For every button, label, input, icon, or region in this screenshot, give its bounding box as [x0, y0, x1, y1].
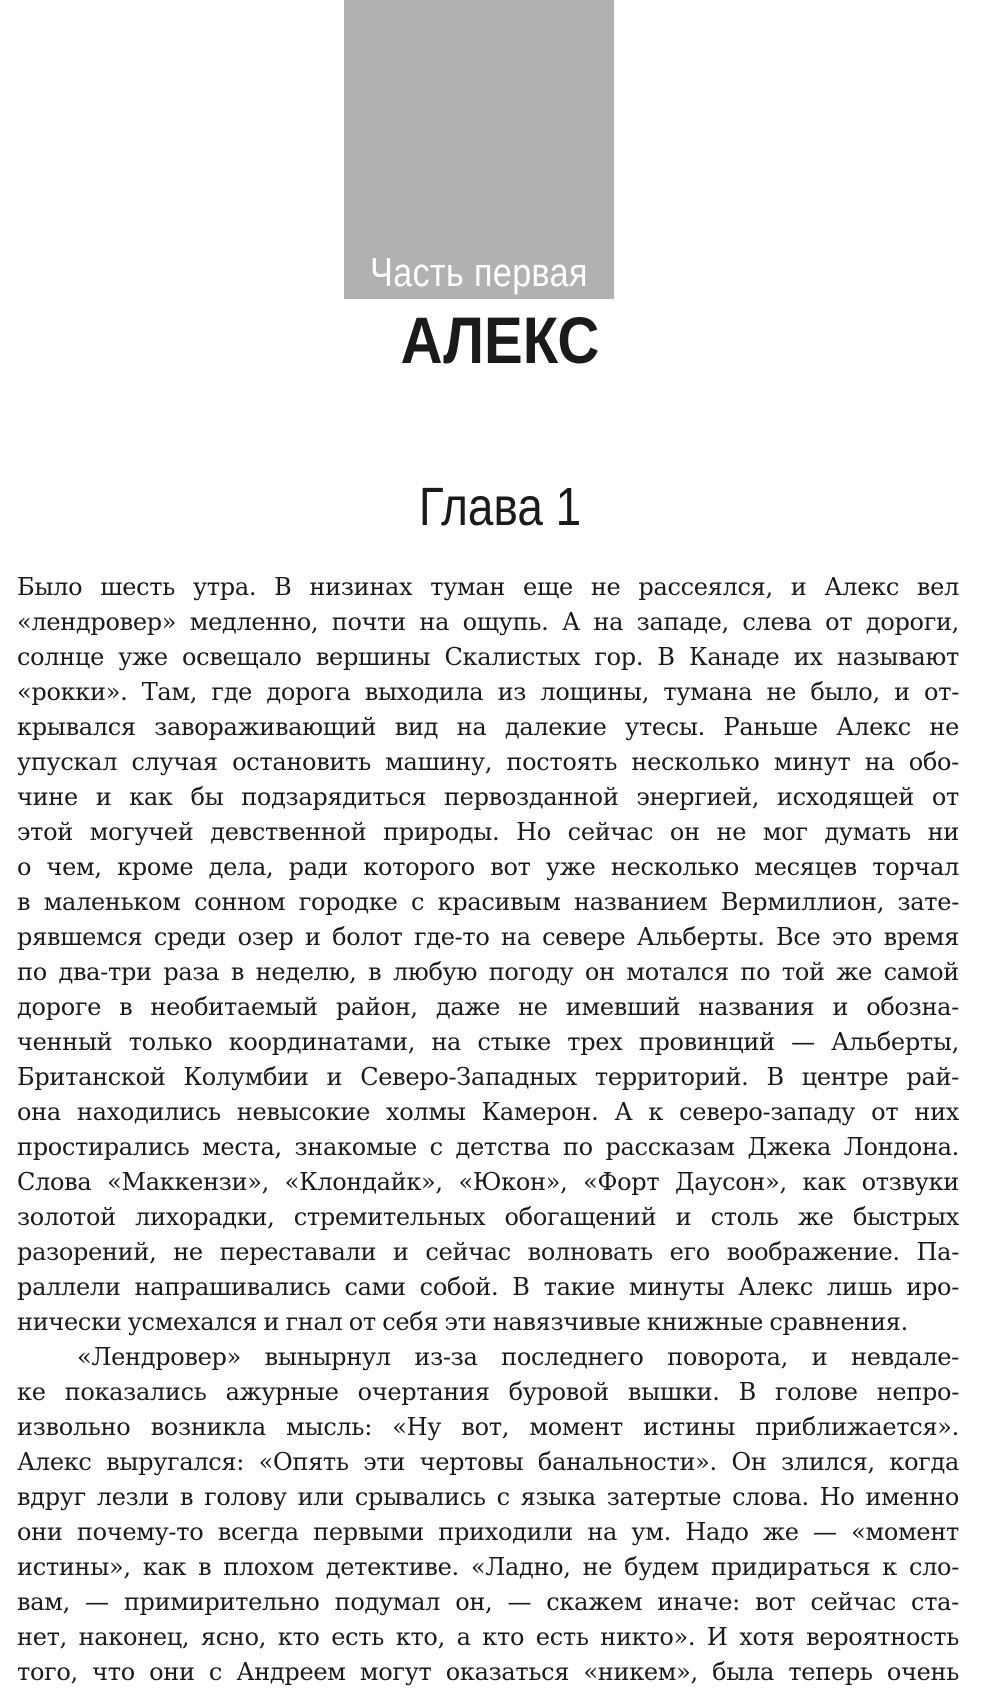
part-header-block [344, 0, 614, 299]
text-line: золотой лихорадки, стремительных обогащений и столь же быстрых [17, 1203, 959, 1231]
text-line: Слова «Маккензи», «Клондайк», «Юкон», «Форт Даусон», как отзвуки [17, 1168, 959, 1196]
text-line: Британской Колумбии и Северо-Западных территорий. В центре рай- [17, 1063, 959, 1091]
text-line: простирались места, знакомые с детства по рассказам Джека Лондона. [17, 1133, 959, 1161]
text-line: Было шесть утра. В низинах туман еще не рассеялся, и Алекс вел [17, 573, 959, 601]
text-line: раллели напрашивались сами собой. В такие минуты Алекс лишь иро- [17, 1273, 959, 1301]
text-line: ке показались ажурные очертания буровой вышки. В голове непро- [17, 1378, 959, 1406]
text-line: Алекс выругался: «Опять эти чертовы банальности». Он злился, когда [17, 1448, 959, 1476]
text-line: в маленьком сонном городке с красивым названием Вермиллион, зате- [17, 888, 959, 916]
text-line: они почему-то всегда первыми приходили на ум. Надо же — «момент [17, 1518, 959, 1546]
text-line: крывался завораживающий вид на далекие утесы. Раньше Алекс не [17, 713, 959, 741]
part-label: Часть первая [370, 251, 588, 295]
text-line: вам, — примирительно подумал он, — скажем иначе: вот сейчас ста- [17, 1588, 959, 1616]
chapter-body-text [17, 570, 959, 1690]
text-line: «Лендровер» вынырнул из-за последнего поворота, и невдале- [77, 1343, 959, 1371]
text-line: «лендровер» медленно, почти на ощупь. А на западе, слева от дороги, [17, 608, 959, 636]
text-line: этой могучей девственной природы. Но сейчас он не мог думать ни [17, 818, 959, 846]
text-line: рявшемся среди озер и болот где-то на севере Альберты. Все это время [17, 923, 959, 951]
text-line: по два-три раза в неделю, в любую погоду он мотался по той же самой [17, 958, 959, 986]
part-title: АЛЕКС [400, 303, 600, 377]
text-line: нически усмехался и гнал от себя эти навязчивые книжные сравнения. [17, 1308, 908, 1336]
text-line: извольно возникла мысль: «Ну вот, момент истины приближается». [17, 1413, 959, 1441]
text-line: того, что они с Андреем могут оказаться «никем», была теперь очень [17, 1658, 959, 1686]
text-line: нет, наконец, ясно, кто есть кто, а кто есть никто». И хотя вероятность [17, 1623, 959, 1651]
text-line: «рокки». Там, где дорога выходила из лощины, тумана не было, и от- [17, 678, 959, 706]
text-line: ченный только координатами, на стыке трех провинций — Альберты, [17, 1028, 959, 1056]
text-line: она находились невысокие холмы Камерон. А к северо-западу от них [17, 1098, 959, 1126]
text-line: упускал случая остановить машину, постоять несколько минут на обо- [17, 748, 959, 776]
text-line: чине и как бы подзарядиться первозданной энергией, исходящей от [17, 783, 959, 811]
text-line: о чем, кроме дела, ради которого вот уже несколько месяцев торчал [17, 853, 959, 881]
text-line: дороге в необитаемый район, даже не имевший названия и обозна- [17, 993, 959, 1021]
text-line: вдруг лезли в голову или срывались с языка затертые слова. Но именно [17, 1483, 959, 1511]
text-line: солнце уже освещало вершины Скалистых гор. В Канаде их называют [17, 643, 959, 671]
text-line: разорений, не переставали и сейчас волновать его воображение. Па- [17, 1238, 959, 1266]
text-line: истины», как в плохом детективе. «Ладно, не будем придираться к сло- [17, 1553, 959, 1581]
chapter-title: Глава 1 [418, 477, 582, 537]
